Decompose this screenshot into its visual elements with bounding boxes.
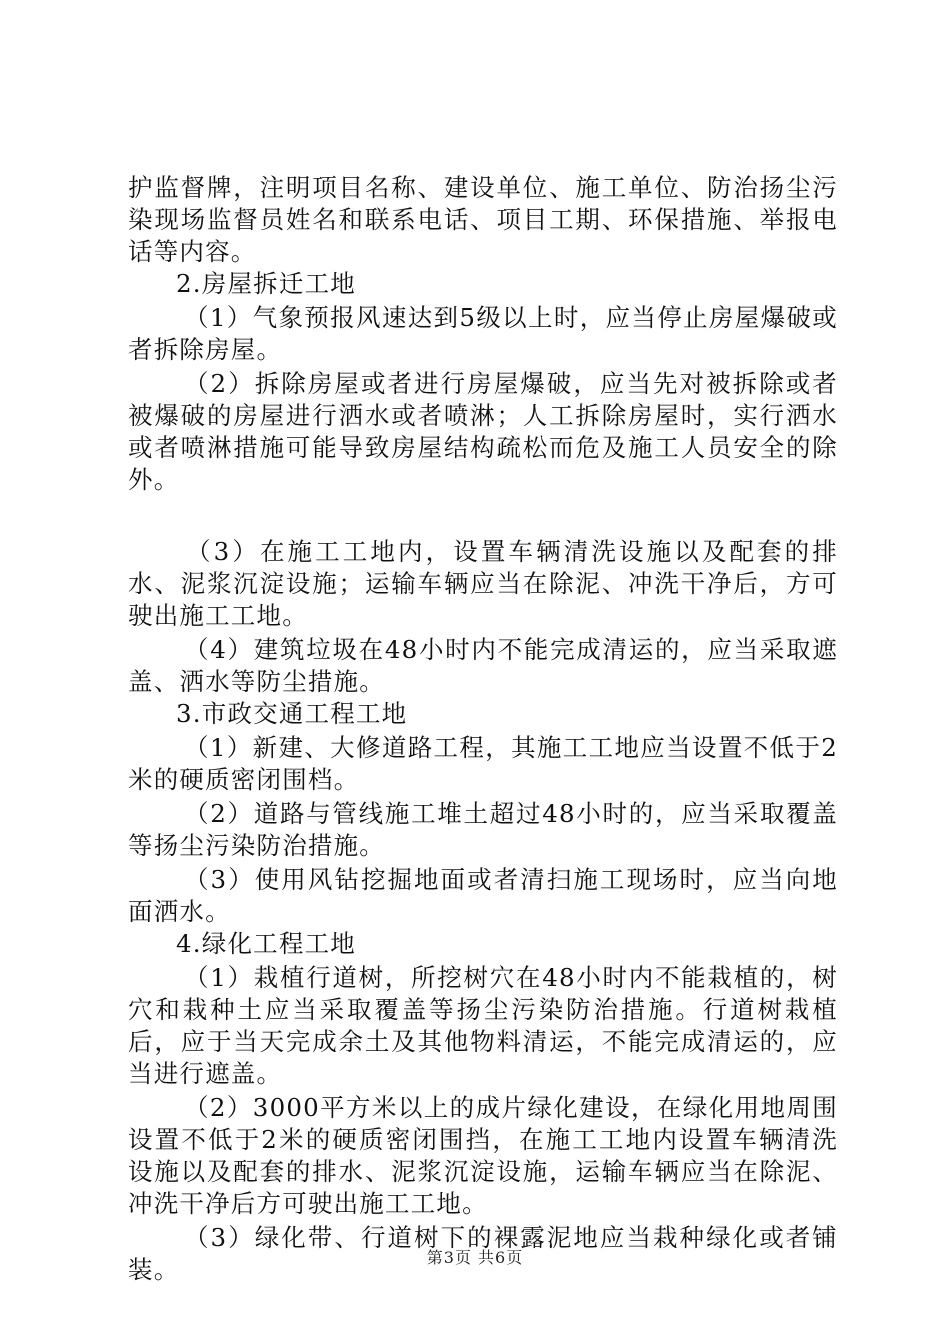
section-heading-greening: 4.绿化工程工地: [176, 929, 356, 958]
page-number-footer: 第3页 共6页: [426, 1248, 524, 1267]
paragraph-continuation: 护监督牌，注明项目名称、建设单位、施工单位、防治扬尘污染现场监督员姓名和联系电话、项目工期、环保措施、举报电话等内容。: [128, 173, 838, 266]
paragraph-municipal-2: （2）道路与管线施工堆土超过48小时的，应当采取覆盖等扬尘污染防治措施。: [128, 799, 838, 860]
document-body: [128, 172, 838, 1286]
paragraph-municipal-3: （3）使用风钻挖掘地面或者清扫施工现场时，应当向地面洒水。: [128, 865, 838, 926]
paragraph-demolition-3: （3）在施工工地内，设置车辆清洗设施以及配套的排水、泥浆沉淀设施；运输车辆应当在除泥、冲洗干净后，方可驶出施工工地。: [128, 537, 838, 630]
paragraph-greening-1: （1）栽植行道树，所挖树穴在48小时内不能栽植的，树穴和栽种土应当采取覆盖等扬尘污染防治措施。行道树栽植后，应于当天完成余土及其他物料清运，不能完成清运的，应当进行遮盖。: [128, 963, 838, 1088]
paragraph-municipal-1: （1）新建、大修道路工程，其施工工地应当设置不低于2米的硬质密闭围档。: [128, 733, 838, 794]
paragraph-demolition-2: （2）拆除房屋或者进行房屋爆破，应当先对被拆除或者被爆破的房屋进行洒水或者喷淋；人工拆除房屋时，实行洒水或者喷淋措施可能导致房屋结构疏松而危及施工人员安全的除外。: [128, 369, 838, 494]
section-heading-demolition: 2.房屋拆迁工地: [176, 269, 356, 298]
section-heading-municipal: 3.市政交通工程工地: [176, 699, 408, 728]
paragraph-demolition-1: （1）气象预报风速达到5级以上时，应当停止房屋爆破或者拆除房屋。: [128, 303, 838, 364]
paragraph-demolition-4: （4）建筑垃圾在48小时内不能完成清运的，应当采取遮盖、洒水等防尘措施。: [128, 635, 838, 696]
paragraph-greening-2: （2）3000平方米以上的成片绿化建设，在绿化用地周围设置不低于2米的硬质密闭围挡，在施工工地内设置车辆清洗设施以及配套的排水、泥浆沉淀设施，运输车辆应当在除泥、冲洗干净后方可驶出施工工地。: [128, 1093, 838, 1218]
paragraph-greening-3: （3）绿化带、行道树下的裸露泥地应当栽种绿化或者铺装。: [128, 1223, 838, 1284]
